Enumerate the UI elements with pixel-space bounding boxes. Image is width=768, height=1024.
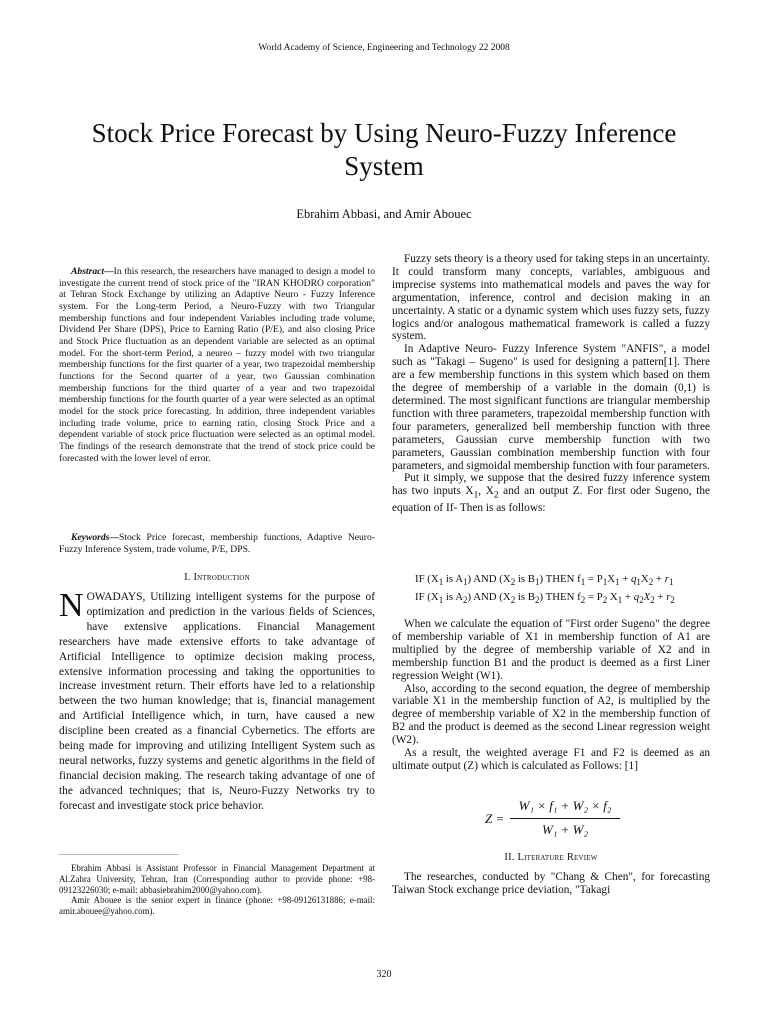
section-heading-introduction <box>59 572 375 583</box>
paragraph-second-equation: Also, according to the second equation, the degree of membership variable X1 in the membership function of A2, is multiplied by the degree of membership variable of X2 in the membership function of B2 and the product is deemed as the second Linear regression weight (W2). <box>392 682 710 747</box>
abstract-dash: — <box>104 266 114 277</box>
right-column-text-2 <box>392 618 710 773</box>
paragraph-fuzzy-sets: Fuzzy sets theory is a theory used for taking steps in an uncertainty. It could transform many concepts, variables, ambiguous and imprecise systems into mathematical models and paves the way for argumentation, inference, control and decision making in an uncertainty. A static or a dynamic system which uses fuzzy sets, fuzzy logics and/or analogous mathematical framework is called a fuzzy system. <box>392 253 710 343</box>
intro-lead: OWADAYS, <box>86 591 146 603</box>
footnote-2: Amir Abouee is the senior expert in finance (phone: +98-09126131886; e-mail: amir.abouee@yahoo.com). <box>59 895 375 917</box>
abstract-label: Abstract <box>71 266 105 277</box>
equation-rule-2: IF ($X_1$ is $A_2$) AND ($X_2$ is $B_2$) THEN $f_2 = P_2$ $X_1 + q_2X_2 + r_2$ <box>415 591 675 606</box>
paragraph-anfis: In Adaptive Neuro- Fuzzy Inference System "ANFIS", a model such as "Takagi – Sugeno" is used for designing a pattern[1]. There are a few membership functions in this system which based on them the degree of membership of a variable in the domain (0,1) is determined. The most significant functions are triangular membership function with three parameters, trapezoidal membership function with four parameters, generalized bell membership function with three parameters, Gaussian curve membership function with two parameters, Gaussian combination membership function with four parameters, and sigmoidal membership function with four parameters. <box>392 343 710 472</box>
keywords <box>59 532 375 555</box>
section1-number: I. <box>184 572 191 583</box>
footnote-1: Ebrahim Abbasi is Assistant Professor in Financial Management Department at Al.Zahra University, Tehran, Iran (Corresponding author to provide phone: +98-09123226030; e-mail: abbasiebrahim2000@yahoo.com). <box>59 863 375 895</box>
drop-cap: N <box>59 587 84 624</box>
section-heading-literature-review <box>392 852 710 863</box>
keywords-label: Keywords <box>71 532 110 543</box>
abstract-text: In this research, the researchers have managed to design a model to investigate the current trend of stock price of the "IRAN KHODRO corporation" at Tehran Stock Exchange by utilizing an Adaptive Neuro - Fuzzy Inference system. For the Long-term Period, a Neuro-Fuzzy with two Triangular membership functions and four independent Variables including trade volume, Dividend Per Share (DPS), Price to Earning Ratio (P/E), and also closing Price and Stock Price fluctuation as an dependent variable are selected as an optimal model. For the short-term Period, a neureo – fuzzy model with two triangular membership functions for the first quarter of a year, two trapezoidal membership functions for the Second quarter of a year, two Gaussian combination membership functions for the third quarter of a year and two trapezoidal membership functions for the fourth quarter of a year were selected as an optimal model for the stock price forecasting. In addition, three independent variables including trade volume, price to earning ratio, closing Stock Price and a dependent variable of stock price fluctuation were selected as an optimal model. The findings of the research demonstrate that the trend of stock price could be forecasted with the lower level of error. <box>59 266 375 464</box>
authors: Ebrahim Abbasi, and Amir Abouec <box>296 207 472 221</box>
footnote-divider <box>59 854 179 855</box>
fraction-bar <box>510 818 620 819</box>
formula-numerator: W₁ × f₁ + W₂ × f₂ <box>518 798 612 813</box>
page-number: 320 <box>376 969 392 980</box>
paragraph-weighted-average: As a result, the weighted average F1 and F2 is deemed as an ultimate output (Z) which is calculated as Follows: [1] <box>392 747 710 772</box>
section1-title: Introduction <box>193 572 250 583</box>
formula-weighted-output <box>480 798 620 844</box>
equation-rule-1: IF ($X_1$ is $A_1$) AND ($X_2$ is $B_1$) THEN $f_1 = P_1X_1 + q_1X_2 + r_1$ <box>415 573 674 588</box>
formula-denominator: W₁ + W₂ <box>542 822 588 837</box>
keywords-dash: — <box>109 532 119 543</box>
section2-title: Literature Review <box>517 852 598 863</box>
author-footnotes <box>59 863 375 917</box>
paragraph-two-inputs: Put it simply, we suppose that the desired fuzzy inference system has two inputs $X_1$, $X_2$ and an output Z. For first oder Sugeno, the equation of If- Then is as follows: <box>392 472 711 515</box>
keywords-text: Stock Price forecast, membership functions, Adaptive Neuro-Fuzzy Inference System, trade volume, P/E, DPS. <box>59 532 375 555</box>
paragraph-first-order-sugeno: When we calculate the equation of "First order Sugeno" the degree of membership variable of X1 in membership function of A1 are multiplied by the degree of membership variable of X2 and in membership function B1 and the product is deemed as a first Liner regression Weight (W1). <box>392 618 710 682</box>
paper-title: Stock Price Forecast by Using Neuro-Fuzzy Inference System <box>91 118 677 181</box>
section2-number: II. <box>504 852 515 863</box>
formula-lhs: Z = <box>485 811 505 826</box>
introduction-body <box>59 587 375 814</box>
right-column-text <box>392 253 710 515</box>
literature-review-text: The researches, conducted by "Chang & Chen", for forecasting Taiwan Stock exchange price deviation, "Takagi <box>392 871 710 896</box>
abstract <box>59 266 375 464</box>
intro-text: Utilizing intelligent systems for the purpose of optimization and prediction in the various fields of Sciences, have extensive applications. Financial Management researchers have made extensive efforts to take advantage of Artificial Intelligence to optimize decision making process, extensive information processing and taking the opportunities to increase investment return. Their efforts have led to a relationship between the two human knowledge; that is, financial management and Artificial Intelligence which, in turn, have caused a new discipline been created as a financial Cybernetics. The efforts are being made for improving and utilizing Intelligent System such as neural networks, fuzzy systems and genetic algorithms in the field of financial decision making. The research taking advantage of one of the advanced techniques; that is, Neuro-Fuzzy Networks try to forecast and investigate stock price behavior. <box>59 591 375 812</box>
journal-header: World Academy of Science, Engineering and Technology 22 2008 <box>258 43 510 53</box>
